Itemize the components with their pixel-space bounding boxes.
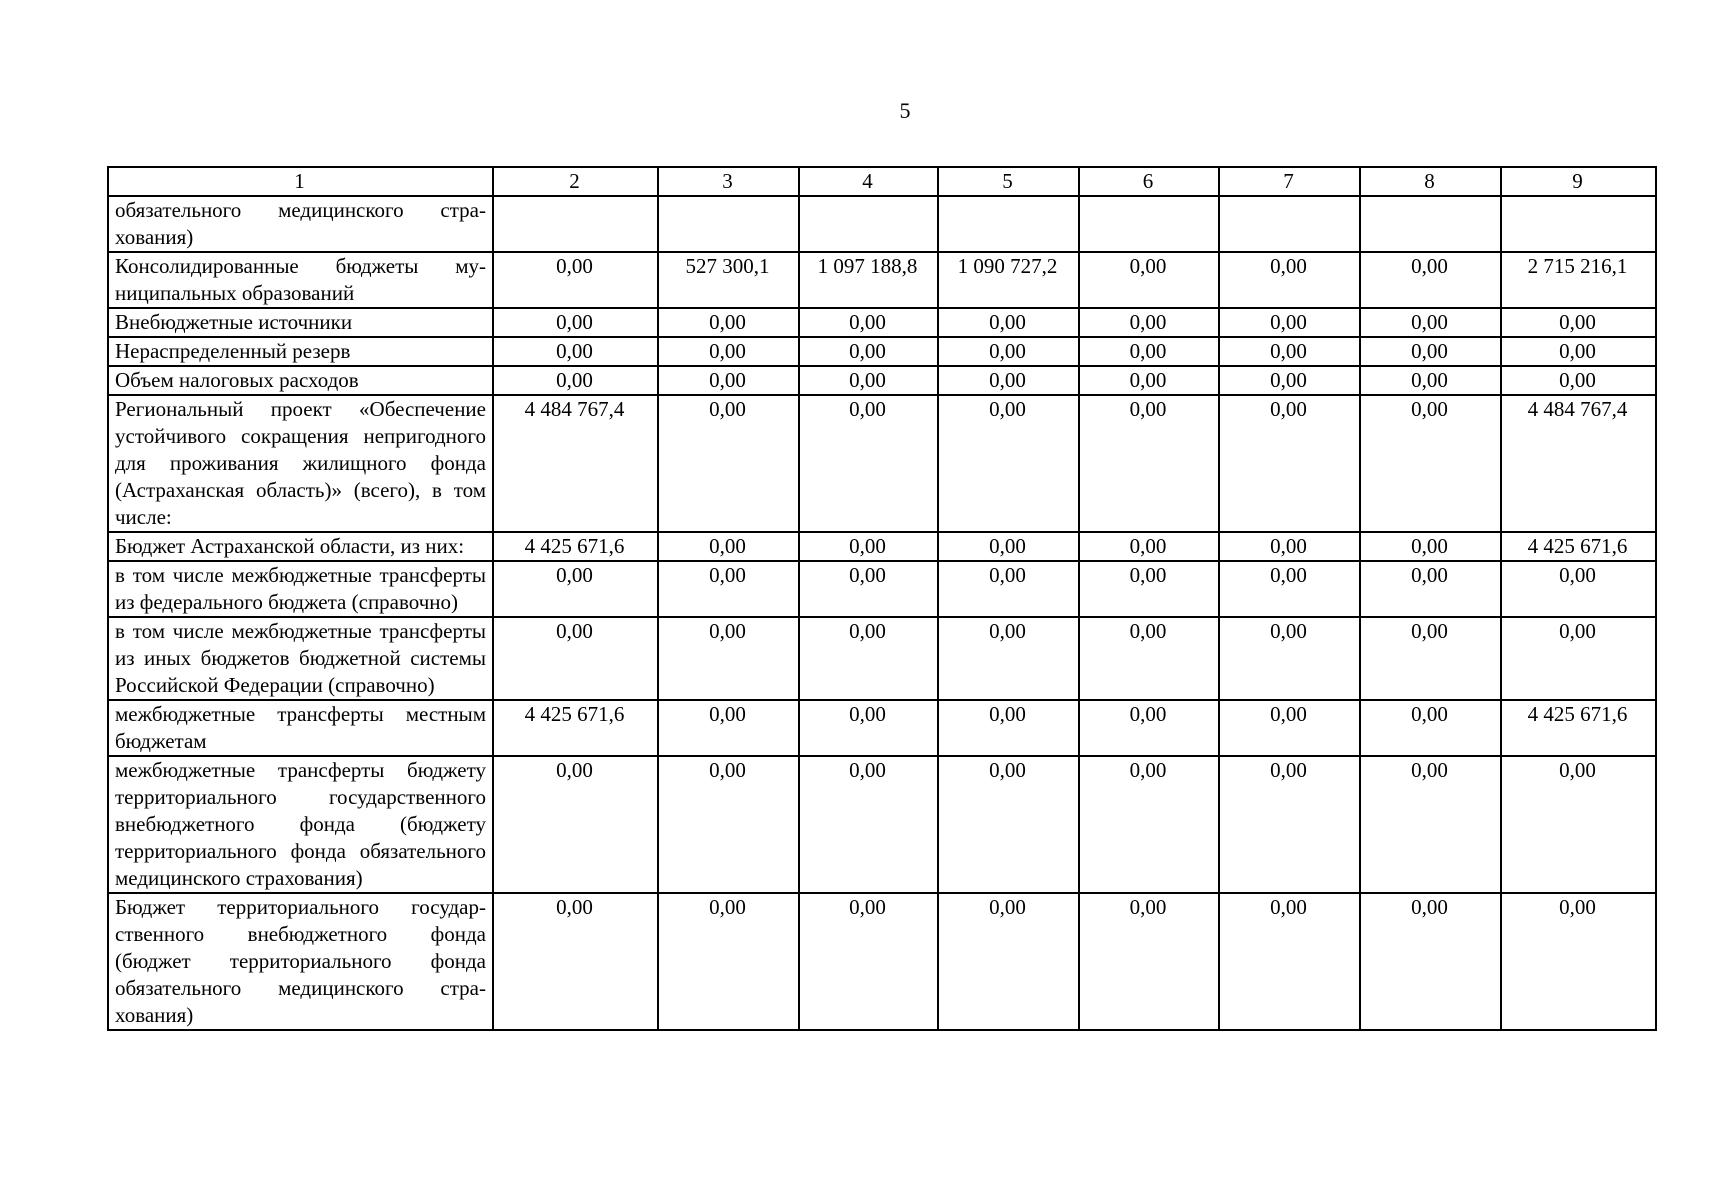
row-value-col-5: 0,00	[938, 893, 1079, 1030]
row-description: Объем налоговых расходов	[108, 366, 493, 395]
row-value-col-7: 0,00	[1219, 366, 1360, 395]
row-value-col-5: 0,00	[938, 617, 1079, 700]
row-value-col-9: 4 425 671,6	[1501, 532, 1656, 561]
row-value-col-8	[1360, 196, 1501, 252]
row-value-col-2: 0,00	[493, 756, 658, 893]
row-value-col-7: 0,00	[1219, 252, 1360, 308]
column-header: 1	[108, 167, 493, 196]
row-value-col-5: 0,00	[938, 395, 1079, 532]
row-value-col-5: 0,00	[938, 532, 1079, 561]
row-value-col-3: 0,00	[658, 700, 799, 756]
row-value-col-9	[1501, 196, 1656, 252]
row-description: в том числе межбюджетные трансферты из иных бюджетов бюджетной системы Российской Федерации (справочно)	[108, 617, 493, 700]
row-description: обязательного медицинского страхования)	[108, 196, 493, 252]
table-header-row	[108, 167, 1656, 196]
row-value-col-7: 0,00	[1219, 700, 1360, 756]
row-value-col-7: 0,00	[1219, 337, 1360, 366]
row-value-col-3: 0,00	[658, 337, 799, 366]
row-value-col-7: 0,00	[1219, 561, 1360, 617]
row-value-col-3	[658, 196, 799, 252]
row-value-col-4: 0,00	[799, 756, 938, 893]
row-value-col-6: 0,00	[1079, 395, 1219, 532]
column-header: 7	[1219, 167, 1360, 196]
row-value-col-7: 0,00	[1219, 395, 1360, 532]
row-value-col-8: 0,00	[1360, 366, 1501, 395]
row-value-col-2: 0,00	[493, 561, 658, 617]
page-number: 5	[899, 98, 911, 123]
row-description: в том числе межбюджетные трансферты из федерального бюджета (справочно)	[108, 561, 493, 617]
row-value-col-5: 0,00	[938, 308, 1079, 337]
table-row	[108, 700, 1656, 756]
row-value-col-5: 0,00	[938, 561, 1079, 617]
row-description: Бюджет территориального государственного внебюджетного фонда (бюджет территориального фонда обязательного медицинского страхования)	[108, 893, 493, 1030]
column-header: 2	[493, 167, 658, 196]
row-value-col-4	[799, 196, 938, 252]
row-value-col-7: 0,00	[1219, 756, 1360, 893]
column-header: 6	[1079, 167, 1219, 196]
table-row	[108, 756, 1656, 893]
row-value-col-3: 0,00	[658, 893, 799, 1030]
row-value-col-4: 0,00	[799, 532, 938, 561]
row-value-col-6: 0,00	[1079, 561, 1219, 617]
row-value-col-4: 0,00	[799, 617, 938, 700]
row-value-col-8: 0,00	[1360, 700, 1501, 756]
column-header: 8	[1360, 167, 1501, 196]
table-row	[108, 561, 1656, 617]
row-value-col-9: 0,00	[1501, 617, 1656, 700]
budget-table	[107, 166, 1657, 1031]
row-value-col-4: 0,00	[799, 561, 938, 617]
row-value-col-8: 0,00	[1360, 337, 1501, 366]
row-value-col-2: 4 425 671,6	[493, 532, 658, 561]
row-value-col-8: 0,00	[1360, 617, 1501, 700]
row-value-col-5: 0,00	[938, 700, 1079, 756]
row-value-col-8: 0,00	[1360, 532, 1501, 561]
row-value-col-2: 4 425 671,6	[493, 700, 658, 756]
row-value-col-4: 0,00	[799, 337, 938, 366]
row-value-col-2: 0,00	[493, 617, 658, 700]
row-value-col-2: 0,00	[493, 252, 658, 308]
row-value-col-3: 527 300,1	[658, 252, 799, 308]
row-value-col-9: 4 484 767,4	[1501, 395, 1656, 532]
row-value-col-6	[1079, 196, 1219, 252]
table-row	[108, 532, 1656, 561]
row-value-col-8: 0,00	[1360, 893, 1501, 1030]
row-value-col-2: 0,00	[493, 893, 658, 1030]
row-value-col-8: 0,00	[1360, 395, 1501, 532]
row-value-col-7: 0,00	[1219, 308, 1360, 337]
table-row	[108, 617, 1656, 700]
row-value-col-7: 0,00	[1219, 893, 1360, 1030]
row-value-col-6: 0,00	[1079, 252, 1219, 308]
row-value-col-2: 0,00	[493, 308, 658, 337]
row-value-col-8: 0,00	[1360, 756, 1501, 893]
row-value-col-6: 0,00	[1079, 366, 1219, 395]
table-row	[108, 395, 1656, 532]
row-value-col-6: 0,00	[1079, 756, 1219, 893]
row-value-col-9: 0,00	[1501, 561, 1656, 617]
row-value-col-5	[938, 196, 1079, 252]
row-value-col-7: 0,00	[1219, 617, 1360, 700]
row-description: Бюджет Астраханской области, из них:	[108, 532, 493, 561]
table-row	[108, 196, 1656, 252]
column-header: 9	[1501, 167, 1656, 196]
row-value-col-6: 0,00	[1079, 337, 1219, 366]
table-row	[108, 366, 1656, 395]
column-header: 3	[658, 167, 799, 196]
table-row	[108, 308, 1656, 337]
row-value-col-3: 0,00	[658, 308, 799, 337]
row-description: Нераспределенный резерв	[108, 337, 493, 366]
row-value-col-6: 0,00	[1079, 700, 1219, 756]
column-header: 5	[938, 167, 1079, 196]
row-value-col-5: 0,00	[938, 337, 1079, 366]
row-description: Консолидированные бюджеты муниципальных образований	[108, 252, 493, 308]
row-value-col-4: 0,00	[799, 700, 938, 756]
column-header: 4	[799, 167, 938, 196]
row-value-col-3: 0,00	[658, 532, 799, 561]
row-value-col-7: 0,00	[1219, 532, 1360, 561]
row-value-col-2	[493, 196, 658, 252]
row-value-col-4: 0,00	[799, 366, 938, 395]
table-row	[108, 337, 1656, 366]
row-value-col-3: 0,00	[658, 366, 799, 395]
row-value-col-9: 0,00	[1501, 366, 1656, 395]
row-value-col-4: 0,00	[799, 395, 938, 532]
row-value-col-3: 0,00	[658, 395, 799, 532]
row-description: Внебюджетные источники	[108, 308, 493, 337]
table-row	[108, 893, 1656, 1030]
row-value-col-6: 0,00	[1079, 893, 1219, 1030]
row-value-col-4: 1 097 188,8	[799, 252, 938, 308]
row-value-col-5: 0,00	[938, 756, 1079, 893]
row-value-col-6: 0,00	[1079, 617, 1219, 700]
row-value-col-4: 0,00	[799, 308, 938, 337]
row-value-col-3: 0,00	[658, 561, 799, 617]
row-description: межбюджетные трансферты местным бюджетам	[108, 700, 493, 756]
row-value-col-3: 0,00	[658, 617, 799, 700]
row-value-col-5: 1 090 727,2	[938, 252, 1079, 308]
row-value-col-8: 0,00	[1360, 561, 1501, 617]
row-description: межбюджетные трансферты бюджету территориального государственного внебюджетного фонда (бюджету территориального фонда обязательного медицинского страхования)	[108, 756, 493, 893]
table-row	[108, 252, 1656, 308]
row-value-col-2: 0,00	[493, 337, 658, 366]
row-value-col-9: 2 715 216,1	[1501, 252, 1656, 308]
row-value-col-6: 0,00	[1079, 308, 1219, 337]
row-value-col-6: 0,00	[1079, 532, 1219, 561]
row-value-col-4: 0,00	[799, 893, 938, 1030]
row-value-col-3: 0,00	[658, 756, 799, 893]
row-value-col-2: 0,00	[493, 366, 658, 395]
row-value-col-9: 0,00	[1501, 337, 1656, 366]
row-value-col-9: 0,00	[1501, 756, 1656, 893]
row-value-col-5: 0,00	[938, 366, 1079, 395]
row-value-col-8: 0,00	[1360, 308, 1501, 337]
row-value-col-2: 4 484 767,4	[493, 395, 658, 532]
row-value-col-9: 0,00	[1501, 893, 1656, 1030]
row-value-col-8: 0,00	[1360, 252, 1501, 308]
row-description: Региональный проект «Обеспечение устойчивого сокращения непригодного для проживания жилищного фонда (Астраханская область)» (всего), в том числе:	[108, 395, 493, 532]
row-value-col-9: 4 425 671,6	[1501, 700, 1656, 756]
row-value-col-7	[1219, 196, 1360, 252]
row-value-col-9: 0,00	[1501, 308, 1656, 337]
